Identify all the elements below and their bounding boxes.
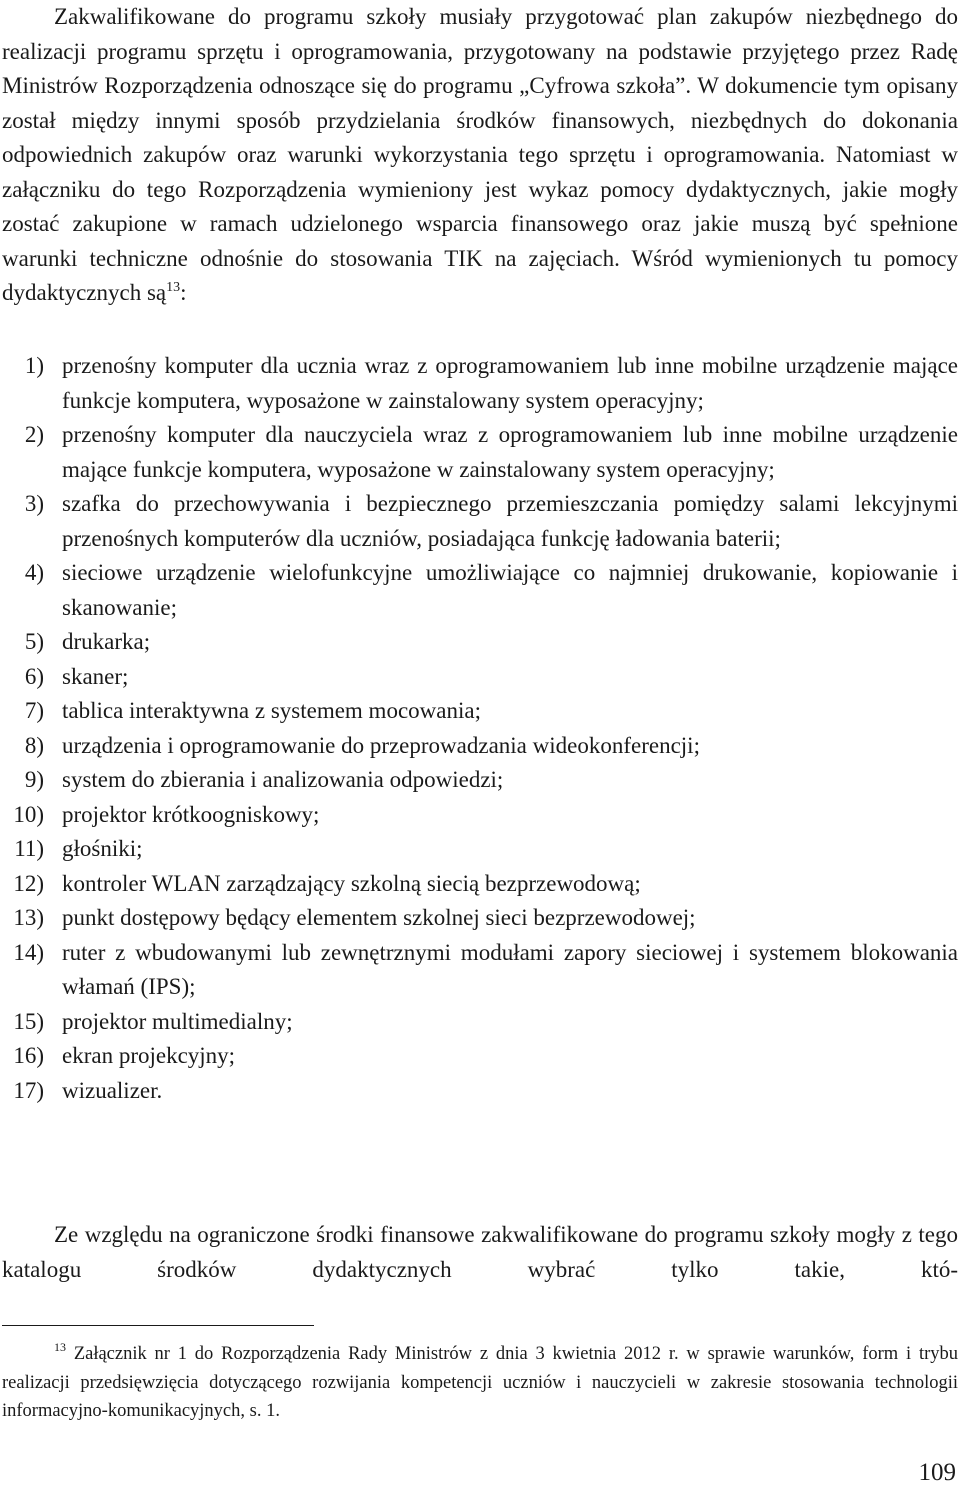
list-item-number: 10) <box>13 801 44 827</box>
list-item <box>2 832 958 867</box>
list-item-number: 4) <box>24 560 44 585</box>
list-item-number: 14) <box>13 939 44 965</box>
list-item-text: ekran projekcyjny; <box>62 1043 236 1068</box>
footnote-number: 13 <box>54 1340 66 1354</box>
closing-paragraph <box>2 1218 958 1287</box>
list-item <box>2 556 958 625</box>
list-item-text: skaner; <box>62 663 129 689</box>
list-item <box>2 1039 958 1074</box>
list-item-text: projektor krótkoogniskowy; <box>62 801 320 827</box>
intro-paragraph <box>2 0 958 311</box>
list-item-number: 15) <box>13 1008 44 1034</box>
list-item <box>2 625 958 660</box>
list-item-number: 17) <box>13 1077 44 1103</box>
list-item <box>2 1074 958 1109</box>
list-item-text: urządzenia i oprogramowanie do przeprowadzania wideokonferencji; <box>62 732 700 758</box>
list-item <box>2 660 958 695</box>
list-item <box>2 487 958 556</box>
closing-text: Ze względu na ograniczone środki finansowe zakwalifikowane do programu szkoły mogły z tego katalogu środków dydaktycznych wybrać tylko takie, któ- <box>2 1222 958 1282</box>
list-item-text: przenośny komputer dla nauczyciela wraz z oprogramowaniem lub inne mobilne urządzenie mające funkcje komputera, wyposażone w zainstalowany system operacyjny; <box>62 422 958 482</box>
list-item-number: 12) <box>13 870 44 896</box>
list-item-number: 1) <box>24 353 44 378</box>
list-item-text: wizualizer. <box>62 1077 163 1103</box>
intro-colon: : <box>180 280 187 305</box>
list-item <box>2 798 958 833</box>
equipment-list <box>2 349 958 1108</box>
list-item-number: 7) <box>24 698 44 723</box>
list-item <box>2 729 958 764</box>
list-item-number: 11) <box>14 836 44 861</box>
page-number: 109 <box>918 1459 956 1486</box>
list-item <box>2 418 958 487</box>
list-item-text: ruter z wbudowanymi lub zewnętrznymi modułami zapory sieciowej i systemem blokowania włamań (IPS); <box>62 939 958 999</box>
intro-text: Zakwalifikowane do programu szkoły musiały przygotować plan zakupów niezbędnego do realizacji programu sprzętu i oprogramowania, przygotowany na podstawie przyjętego przez Radę Ministrów Rozporządzenia odnoszące się do programu „Cyfrowa szkoła”. W dokumencie tym opisany został między innymi sposób przydzielania środków finansowych, niezbędnych do dokonania odpowiednich zakupów oraz warunki wykorzystania tego sprzętu i oprogramowania. Natomiast w załączniku do tego Rozporządzenia wymieniony jest wykaz pomocy dydaktycznych, jakie mogły zostać zakupione w ramach udzielonego wsparcia finansowego oraz jakie muszą być spełnione warunki techniczne odnośnie do stosowania TIK na zajęciach. Wśród wymienionych tu pomocy dydaktycznych są <box>2 4 958 305</box>
footnote-reference: 13 <box>166 280 181 295</box>
list-item-number: 8) <box>24 732 44 758</box>
list-item-text: sieciowe urządzenie wielofunkcyjne umożliwiające co najmniej drukowanie, kopiowanie i skanowanie; <box>62 560 958 620</box>
list-item-text: drukarka; <box>62 629 151 654</box>
list-item-number: 2) <box>24 422 44 447</box>
footnote-text: Załącznik nr 1 do Rozporządzenia Rady Ministrów z dnia 3 kwietnia 2012 r. w sprawie warunków, form i trybu realizacji przedsięwzięcia dotyczącego rozwijania kompetencji uczniów i nauczycieli w zakresie stosowania technologii informacyjno-komunikacyjnych, s. 1. <box>2 1344 958 1421</box>
list-item-number: 6) <box>24 663 44 689</box>
footnote <box>2 1340 958 1426</box>
list-item-text: tablica interaktywna z systemem mocowania; <box>62 698 481 723</box>
list-item <box>2 1005 958 1040</box>
list-item-text: szafka do przechowywania i bezpiecznego przemieszczania pomiędzy salami lekcyjnymi przenośnych komputerów dla uczniów, posiadająca funkcję ładowania baterii; <box>62 491 958 551</box>
list-item <box>2 763 958 798</box>
list-item-number: 3) <box>24 491 44 516</box>
list-item <box>2 349 958 418</box>
list-item-number: 5) <box>24 629 44 654</box>
list-item-number: 9) <box>24 767 44 792</box>
list-item-text: punkt dostępowy będący elementem szkolnej sieci bezprzewodowej; <box>62 905 696 930</box>
list-item-number: 16) <box>13 1043 44 1068</box>
list-item-text: projektor multimedialny; <box>62 1008 293 1034</box>
list-item-text: głośniki; <box>62 836 143 861</box>
footnote-separator <box>2 1325 314 1326</box>
list-item <box>2 694 958 729</box>
list-item-text: system do zbierania i analizowania odpowiedzi; <box>62 767 504 792</box>
list-item <box>2 901 958 936</box>
list-item-text: przenośny komputer dla ucznia wraz z oprogramowaniem lub inne mobilne urządzenie mające funkcje komputera, wyposażone w zainstalowany system operacyjny; <box>62 353 958 413</box>
list-item-text: kontroler WLAN zarządzający szkolną siecią bezprzewodową; <box>62 870 641 896</box>
list-item <box>2 936 958 1005</box>
list-item-number: 13) <box>13 905 44 930</box>
list-item <box>2 867 958 902</box>
